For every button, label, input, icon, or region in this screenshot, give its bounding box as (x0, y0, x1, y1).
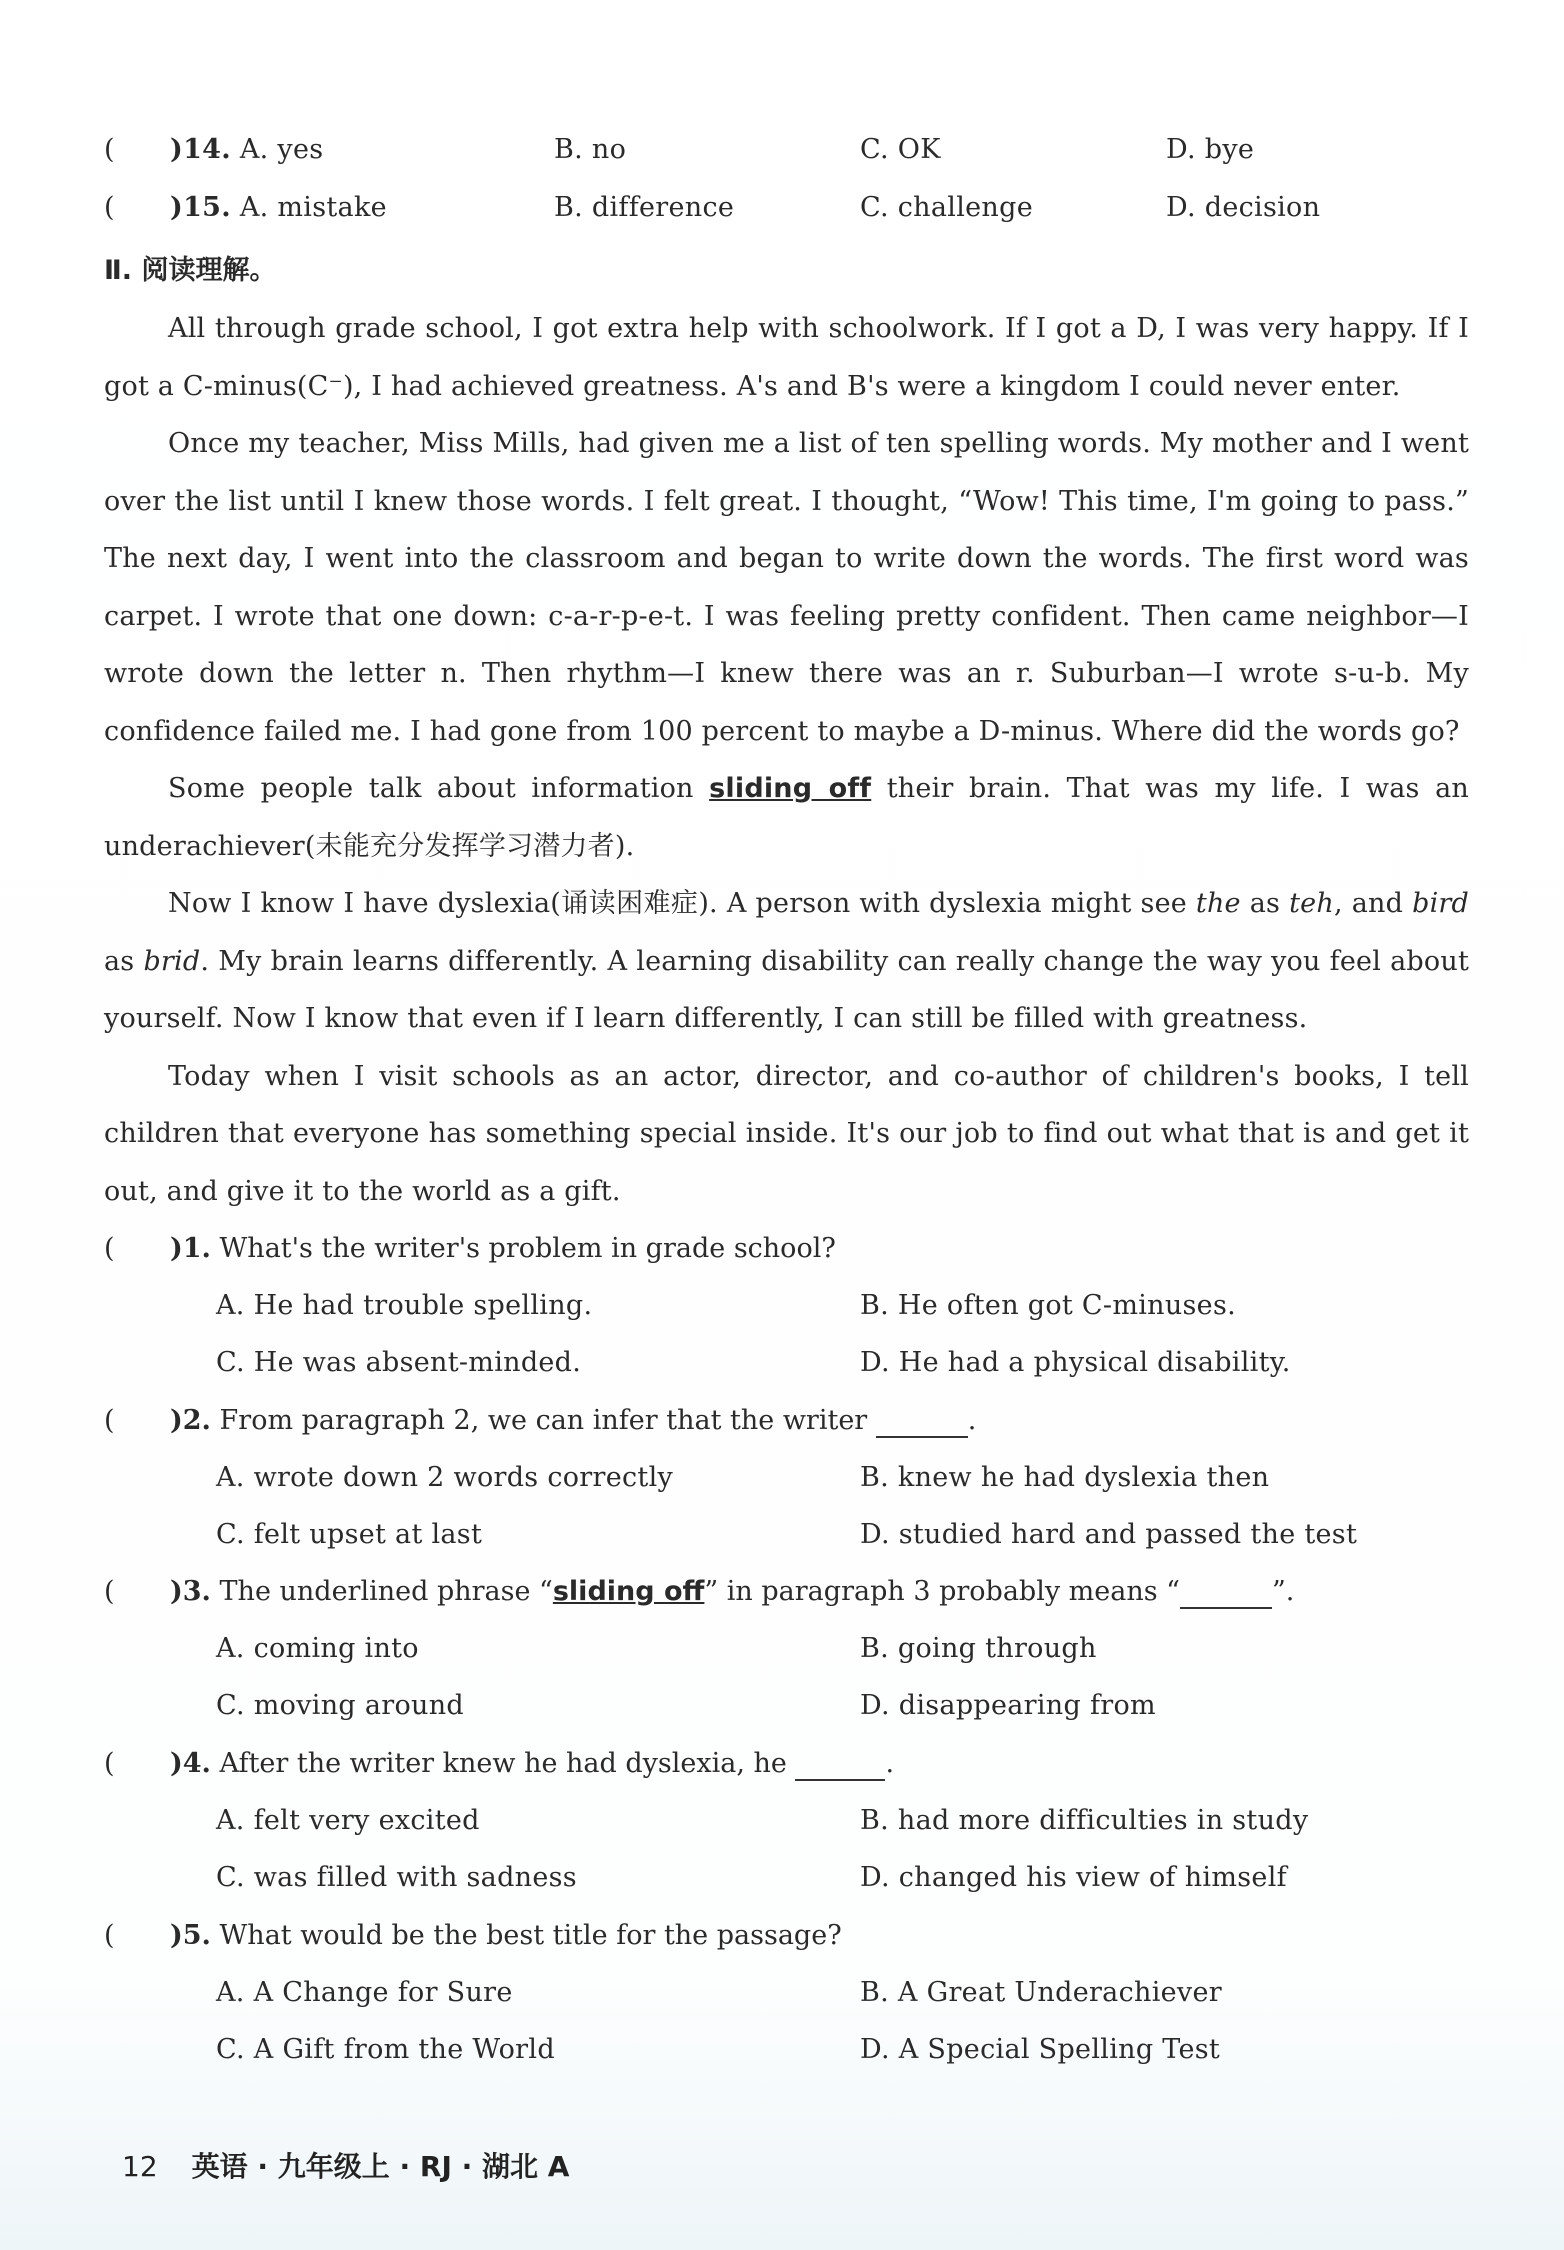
option-a: A. A Change for Sure (216, 1977, 513, 2008)
answer-paren: ( (104, 134, 115, 165)
answer-blank (1180, 1576, 1272, 1609)
vocab-question-14 (104, 134, 323, 165)
option-c: C. He was absent-minded. (216, 1347, 582, 1378)
question-2: ( )2. From paragraph 2, we can infer that the writer . (104, 1405, 977, 1436)
option-d: D. A Special Spelling Test (860, 2034, 1221, 2065)
option-b: B. going through (860, 1633, 1097, 1664)
option-a: A. He had trouble spelling. (216, 1290, 593, 1321)
underlined-phrase: sliding off (709, 773, 872, 804)
option-a: A. felt very excited (216, 1805, 480, 1836)
reading-passage (104, 300, 1469, 1220)
option-d: D. bye (1166, 134, 1255, 165)
option-c: C. was filled with sadness (216, 1862, 577, 1893)
paragraph-1: All through grade school, I got extra help with schoolwork. If I got a D, I was very happy. If I got a C-minus(C⁻), I had achieved greatness. A's and B's were a kingdom I could never enter. (104, 313, 1469, 402)
question-stem: What's the writer's problem in grade school? (210, 1233, 836, 1264)
option-d: D. studied hard and passed the test (860, 1519, 1358, 1550)
option-a: A. yes (239, 134, 324, 165)
section-title: Ⅱ. 阅读理解。 (104, 255, 277, 286)
question-number: )14. (170, 134, 231, 165)
option-b: B. no (554, 134, 627, 165)
answer-paren: ( (104, 192, 115, 223)
book-info: 英语 · 九年级上 · RJ · 湖北 A (191, 2150, 570, 2183)
option-a: A. mistake (239, 192, 387, 223)
paragraph-3: Some people talk about information sliding off their brain. That was my life. I was an underachiever(未能充分发挥学习潜力者). (104, 773, 1469, 862)
option-b: B. A Great Underachiever (860, 1977, 1222, 2008)
option-c: C. moving around (216, 1690, 464, 1721)
option-b: B. had more difficulties in study (860, 1805, 1309, 1836)
paragraph-4: Now I know I have dyslexia(诵读困难症). A person with dyslexia might see the as teh, and bird as brid. My brain learns differently. A learning disability can really change the way you feel about yourself. Now I know that even if I learn differently, I can still be filled with greatness. (104, 888, 1470, 1034)
option-b: B. He often got C-minuses. (860, 1290, 1237, 1321)
answer-blank (795, 1748, 885, 1781)
underlined-phrase: sliding off (552, 1576, 705, 1607)
question-number: )15. (170, 192, 231, 223)
question-4: ( )4. After the writer knew he had dyslexia, he . (104, 1748, 895, 1779)
option-d: D. changed his view of himself (860, 1862, 1287, 1893)
option-a: A. coming into (216, 1633, 419, 1664)
option-c: C. OK (860, 134, 941, 165)
page-number: 12 (122, 2150, 158, 2183)
question-5: ( )5. What would be the best title for the passage? (104, 1920, 842, 1951)
option-c: C. felt upset at last (216, 1519, 483, 1550)
page-footer (122, 2145, 569, 2185)
option-b: B. knew he had dyslexia then (860, 1462, 1270, 1493)
option-d: D. decision (1166, 192, 1321, 223)
question-stem: From paragraph 2, we can infer that the writer (210, 1405, 876, 1436)
option-c: C. challenge (860, 192, 1033, 223)
question-stem: What would be the best title for the passage? (210, 1920, 842, 1951)
question-stem: After the writer knew he had dyslexia, he (210, 1748, 796, 1779)
option-b: B. difference (554, 192, 735, 223)
question-3: ( )3. The underlined phrase “sliding off” in paragraph 3 probably means “ ”. (104, 1576, 1295, 1607)
option-d: D. He had a physical disability. (860, 1347, 1291, 1378)
question-stem: The underlined phrase “ (210, 1576, 553, 1607)
answer-blank (876, 1405, 968, 1438)
paragraph-5: Today when I visit schools as an actor, director, and co-author of children's books, I tell children that everyone has something special inside. It's our job to find out what that is and get it out, and give it to the world as a gift. (104, 1060, 1469, 1207)
option-c: C. A Gift from the World (216, 2034, 555, 2065)
paragraph-2: Once my teacher, Miss Mills, had given me a list of ten spelling words. My mother and I went over the list until I knew those words. I felt great. I thought, “Wow! This time, I'm going to pass.” The next day, I went into the classroom and began to write down the words. The first word was carpet. I wrote that one down: c-a-r-p-e-t. I was feeling pretty confident. Then came neighbor—I wrote down the letter n. Then rhythm—I knew there was an r. Suburban—I wrote s-u-b. My confidence failed me. I had gone from 100 percent to maybe a D-minus. Where did the words go? (104, 428, 1469, 747)
question-1: ( )1. What's the writer's problem in grade school? (104, 1233, 836, 1264)
option-d: D. disappearing from (860, 1690, 1156, 1721)
vocab-question-15 (104, 192, 387, 223)
option-a: A. wrote down 2 words correctly (216, 1462, 674, 1493)
